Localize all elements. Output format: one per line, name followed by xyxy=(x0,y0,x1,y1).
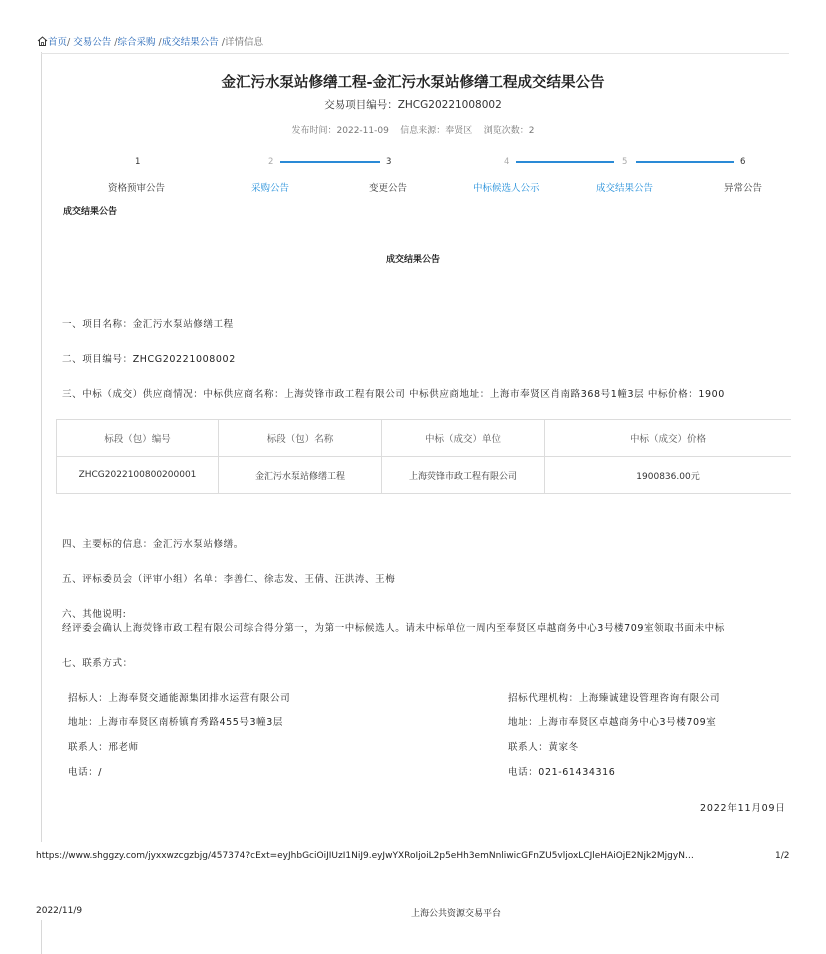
page-title: 金汇污水泵站修缮工程-金汇污水泵站修缮工程成交结果公告 xyxy=(221,75,605,91)
step-number-3: 3 xyxy=(386,157,392,167)
page-url: https://www.shggzy.com/jyxxwzcgzbjg/457374?cExt=eyJhbGciOiJIUzI1NiJ9.eyJwYXRoIjoiL2p5eHh3emNnliwicGFnZU5vljoxLCJleHAiOjE2Njk2MjgyN… xyxy=(36,851,694,861)
site-name: 上海公共资源交易平台 xyxy=(410,909,501,919)
project-code: 二、项目编号：ZHCG20221008002 xyxy=(62,354,236,365)
step-label-1: 资格预审公告 xyxy=(108,183,166,194)
table-cell: 金汇污水泵站修缮工程 xyxy=(219,457,382,494)
table-header-cell: 中标（成交）单位 xyxy=(382,420,545,457)
home-icon[interactable] xyxy=(37,36,48,49)
step-label-5[interactable]: 成交结果公告 xyxy=(596,183,654,194)
step-label-6: 异常公告 xyxy=(724,183,763,194)
step-connector-2-3 xyxy=(280,161,380,163)
tenderer-contact: 联系人：邢老师 xyxy=(68,742,139,753)
publish-meta: 发布时间：2022-11-09 信息来源：奉贤区 浏览次数：2 xyxy=(291,126,535,136)
agency-name: 招标代理机构：上海臻诚建设管理咨询有限公司 xyxy=(508,693,721,704)
frame-left-line-2 xyxy=(41,920,42,954)
tenderer-phone: 电话：/ xyxy=(68,767,103,778)
section-title: 成交结果公告 xyxy=(63,207,118,217)
winner-info: 三、中标（成交）供应商情况：中标供应商名称：上海荧锋市政工程有限公司 中标供应商地址：上海市奉贤区肖南路368号1幢3层 中标价格：1900 xyxy=(62,389,725,400)
step-number-2: 2 xyxy=(268,157,274,167)
step-number-4: 4 xyxy=(504,157,510,167)
agency-phone: 电话：021-61434316 xyxy=(508,767,616,778)
announcement-date: 2022年11月09日 xyxy=(700,803,786,814)
other-notes-body: 经评委会确认上海荧锋市政工程有限公司综合得分第一，为第一中标候选人。请未中标单位一周内至奉贤区卓越商务中心3号楼709室领取书面未中标 xyxy=(62,623,725,634)
breadcrumb-item[interactable]: 综合采购 xyxy=(117,37,156,48)
table-header-cell: 标段（包）名称 xyxy=(219,420,382,457)
table-cell: ZHCG2022100800200001 xyxy=(57,457,219,494)
table-header-cell: 标段（包）编号 xyxy=(57,420,219,457)
step-number-6: 6 xyxy=(740,157,746,167)
step-number-1: 1 xyxy=(135,157,141,167)
table-cell: 1900836.00元 xyxy=(545,457,792,494)
breadcrumb-home[interactable]: 首页 xyxy=(48,37,68,48)
project-number: 交易项目编号：ZHCG20221008002 xyxy=(324,99,502,111)
table-cell: 上海荧锋市政工程有限公司 xyxy=(382,457,545,494)
agency-contact: 联系人：黄家冬 xyxy=(508,742,579,753)
table-row xyxy=(57,457,792,494)
step-label-4[interactable]: 中标候选人公示 xyxy=(473,183,540,194)
other-notes-title: 六、其他说明: xyxy=(62,609,127,620)
breadcrumb-item[interactable]: 成交结果公告 xyxy=(161,37,219,48)
step-label-3: 变更公告 xyxy=(369,183,408,194)
tenderer-address: 地址：上海市奉贤区南桥镇育秀路455号3幢3层 xyxy=(68,717,284,728)
frame-top-line xyxy=(41,53,789,54)
breadcrumb-item[interactable]: 交易公告 xyxy=(73,37,112,48)
step-connector-4-5 xyxy=(516,161,614,163)
step-number-5: 5 xyxy=(622,157,628,167)
tenderer-name: 招标人：上海奉贤交通能源集团排水运营有限公司 xyxy=(68,693,291,704)
project-name: 一、项目名称：金汇污水泵站修缮工程 xyxy=(62,319,234,330)
main-target: 四、主要标的信息：金汇污水泵站修缮。 xyxy=(62,539,244,550)
page-counter: 1/2 xyxy=(775,851,790,861)
document-title: 成交结果公告 xyxy=(385,255,440,265)
agency-address: 地址：上海市奉贤区卓越商务中心3号楼709室 xyxy=(508,717,717,728)
table-header-row xyxy=(57,420,792,457)
step-label-2[interactable]: 采购公告 xyxy=(251,183,290,194)
print-date: 2022/11/9 xyxy=(36,906,83,916)
step-connector-5-6 xyxy=(636,161,734,163)
breadcrumb: 首页/ 交易公告 /综合采购 /成交结果公告 /详情信息 xyxy=(37,34,263,49)
committee-list: 五、评标委员会（评审小组）名单：李善仁、徐志发、王倩、汪洪涛、王梅 xyxy=(62,574,396,585)
breadcrumb-current: 详情信息 xyxy=(225,37,264,48)
frame-left-line xyxy=(41,52,42,842)
result-table xyxy=(56,419,791,494)
table-header-cell: 中标（成交）价格 xyxy=(545,420,792,457)
contact-heading: 七、联系方式： xyxy=(62,658,133,669)
